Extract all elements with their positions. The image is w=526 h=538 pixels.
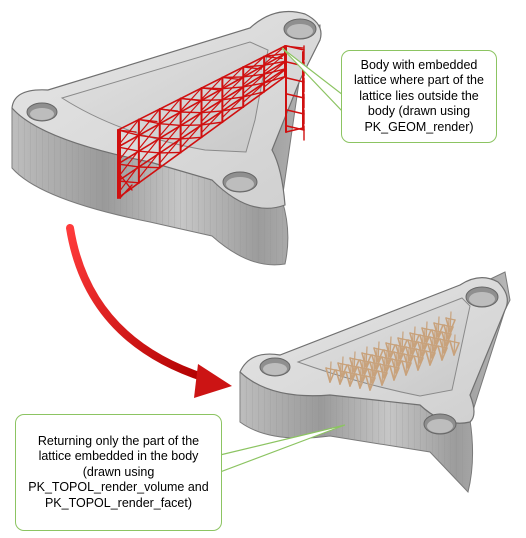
callout-top-line: lattice lies outside the	[359, 88, 479, 103]
callout-top-line: lattice where part of the	[354, 73, 484, 88]
red-process-arrow	[70, 228, 232, 398]
callout-top	[341, 50, 497, 143]
callout-bottom-line: lattice embedded in the body	[38, 449, 199, 464]
callout-bottom-line: (drawn using	[82, 464, 155, 479]
lattice-strut	[139, 167, 160, 168]
callout-top-line: Body with embedded	[360, 57, 478, 72]
callout-top-line: body (drawn using	[367, 104, 471, 119]
bottom-part-figure	[240, 272, 510, 492]
callout-bottom	[15, 414, 222, 531]
lattice-strut	[160, 138, 181, 139]
callout-top-line: PK_GEOM_render)	[364, 119, 474, 134]
lattice-strut	[181, 125, 202, 126]
top-part-figure	[12, 11, 321, 264]
callout-bottom-line: Returning only the part of the	[37, 433, 200, 448]
lattice-strut	[160, 152, 181, 153]
callout-bottom-line: PK_TOPOL_render_facet)	[44, 495, 193, 510]
callout-bottom-line: PK_TOPOL_render_volume and	[28, 480, 209, 495]
